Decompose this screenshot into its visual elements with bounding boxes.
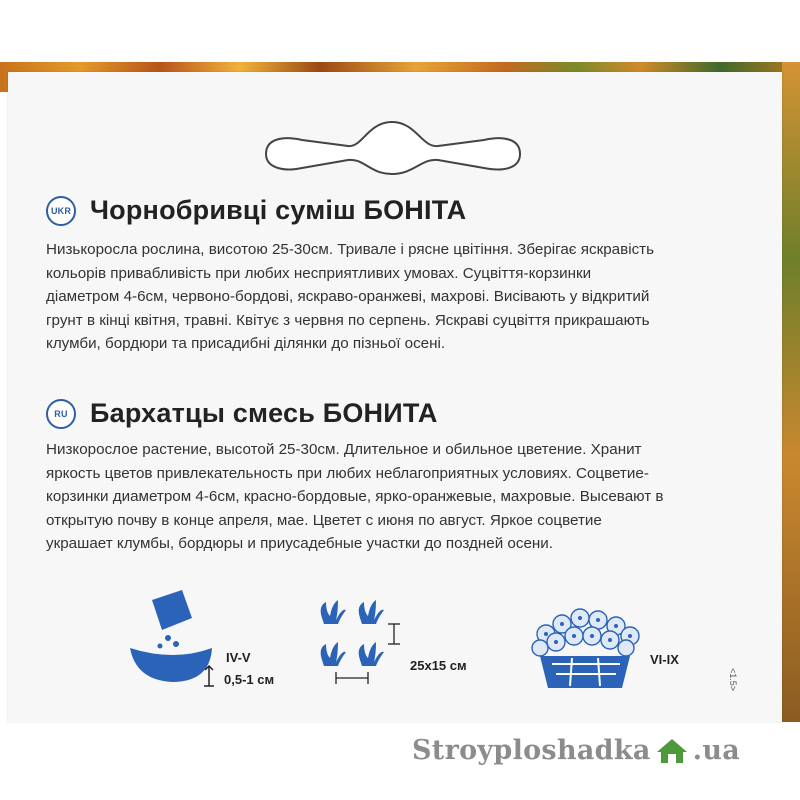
ru-title: [46, 398, 438, 429]
ukr-line: грунт в кінці квітня, травні. Квітує з червня по серпень. Яскраві суцвіття прикрашають: [46, 311, 650, 329]
ukr-title-text: Чорнобривці суміш БОНІТА: [90, 195, 467, 225]
ru-badge: RU: [46, 399, 76, 429]
watermark-tld: ua: [702, 735, 741, 766]
plant-spacing: 25x15 см: [410, 658, 467, 673]
sowing-months: IV-V: [226, 650, 251, 665]
plant-spacing-icon: [316, 598, 406, 688]
ru-line: Низкорослое растение, высотой 25-30см. Длительное и обильное цветение. Хранит: [46, 441, 642, 458]
site-watermark: [412, 735, 740, 766]
growing-icons-row: [0, 580, 800, 700]
watermark-name: Stroyploshadka: [412, 735, 651, 766]
house-icon: [655, 737, 689, 765]
ukr-line: кольорів привабливість при любих несприятливих умовах. Суцвіття-корзинки: [46, 264, 592, 282]
ukr-title: [46, 195, 466, 226]
ukr-line: Низькоросла рослина, висотою 25-30см. Тривале і рясне цвітіння. Зберігає яскравість: [46, 241, 655, 258]
ru-line: яркость цветов привлекательность при любих неблагоприятных условиях. Соцветие-: [46, 464, 649, 482]
ru-line: корзинки диаметром 4-6см, красно-бордовые, ярко-оранжевые, махровые. Высевают в: [46, 488, 664, 505]
ukr-line: діаметром 4-6см, червоно-бордові, яскраво-оранжеві, махрові. Висівають у відкритий: [46, 288, 650, 305]
sowing-depth: 0,5-1 см: [224, 672, 275, 687]
ukr-badge: UKR: [46, 196, 76, 226]
packet-code: <1.5>: [728, 668, 738, 692]
ru-line: украшает клумбы, бордюры и приусадебные участки до поздней осени.: [46, 535, 553, 552]
watermark-dot: .: [692, 735, 703, 766]
ru-description: [46, 438, 752, 556]
ru-title-text: Бархатцы смесь БОНИТА: [90, 398, 438, 428]
hang-slot: [262, 116, 524, 180]
depth-arrow-icon: [203, 664, 215, 688]
ukr-line: клумби, бордюри та присадибні ділянки до пізньої осені.: [46, 335, 446, 352]
ukr-description: [46, 238, 752, 356]
bloom-months: VI-IX: [650, 652, 679, 667]
flower-planter-icon: [526, 602, 646, 692]
ru-line: открытую почву в конце апреля, мае. Цветет с июня по август. Яркое соцветие: [46, 511, 602, 529]
